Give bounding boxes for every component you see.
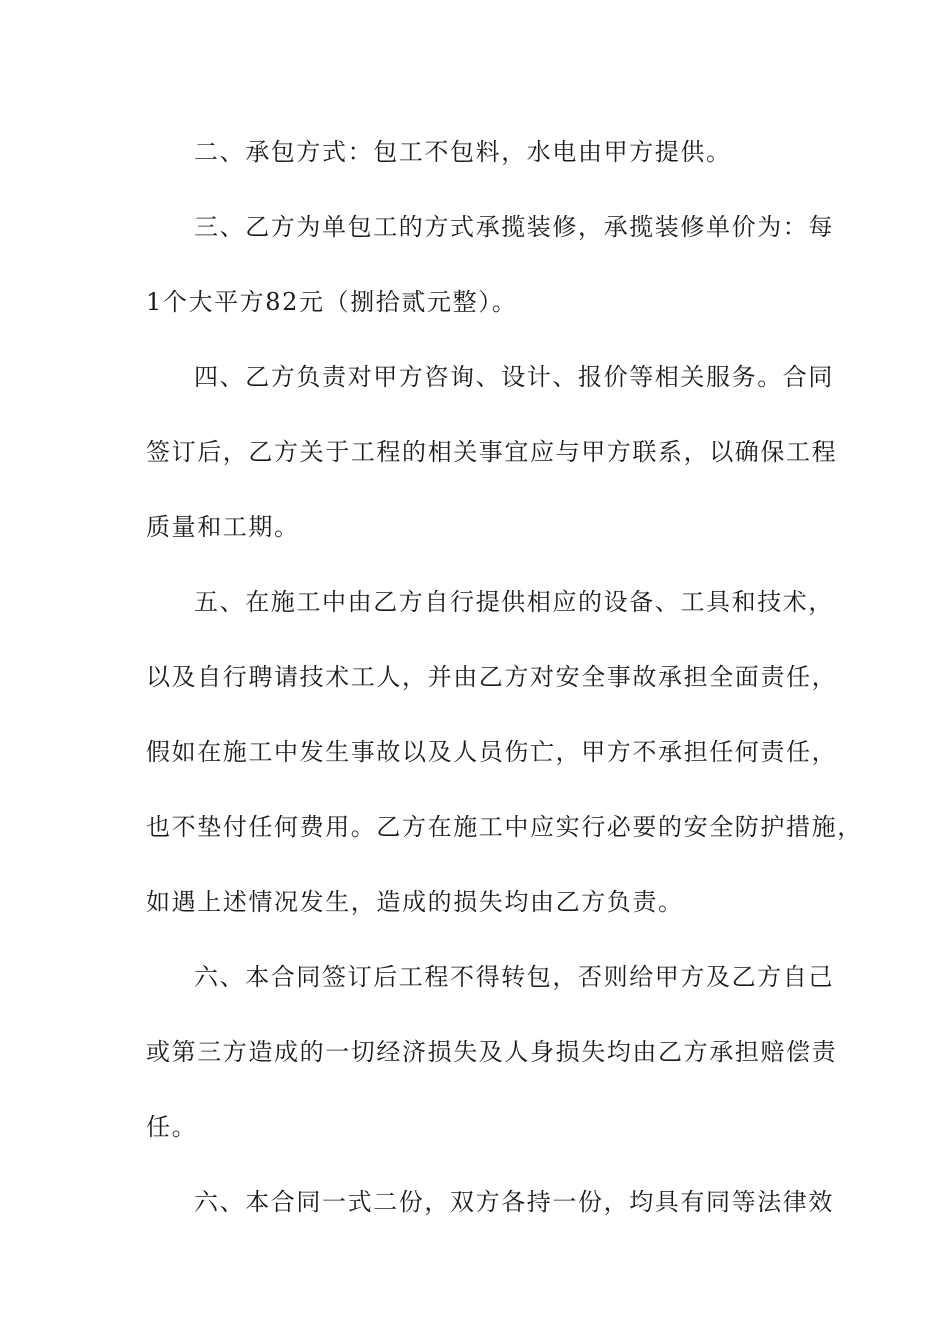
clause-4-line-2: 签订后，乙方关于工程的相关事宜应与甲方联系，以确保工程 (146, 438, 838, 466)
clause-4-line-1: 四、乙方负责对甲方咨询、设计、报价等相关服务。合同 (194, 363, 834, 391)
clause-4-line-3: 质量和工期。 (146, 513, 300, 541)
clause-6-line-2: 或第三方造成的一切经济损失及人身损失均由乙方承担赔偿责 (146, 1038, 838, 1066)
clause-6b-line-1: 六、本合同一式二份，双方各持一份，均具有同等法律效 (194, 1188, 834, 1216)
clause-3-line-2: 1个大平方82元（捌拾贰元整）。 (146, 288, 518, 316)
clause-5-line-1: 五、在施工中由乙方自行提供相应的设备、工具和技术， (194, 588, 834, 616)
clause-5-line-2: 以及自行聘请技术工人，并由乙方对安全事故承担全面责任， (146, 663, 838, 691)
clause-6-line-3: 任。 (146, 1113, 198, 1141)
clause-5-line-5: 如遇上述情况发生，造成的损失均由乙方负责。 (146, 888, 684, 916)
clause-2-line-1: 二、承包方式：包工不包料，水电由甲方提供。 (194, 138, 732, 166)
clause-6-line-1: 六、本合同签订后工程不得转包，否则给甲方及乙方自己 (194, 963, 834, 991)
clause-5-line-4: 也不垫付任何费用。乙方在施工中应实行必要的安全防护措施， (146, 813, 863, 841)
clause-5-line-3: 假如在施工中发生事故以及人员伤亡，甲方不承担任何责任， (146, 738, 838, 766)
clause-3-line-1: 三、乙方为单包工的方式承揽装修，承揽装修单价为：每 (194, 213, 834, 241)
